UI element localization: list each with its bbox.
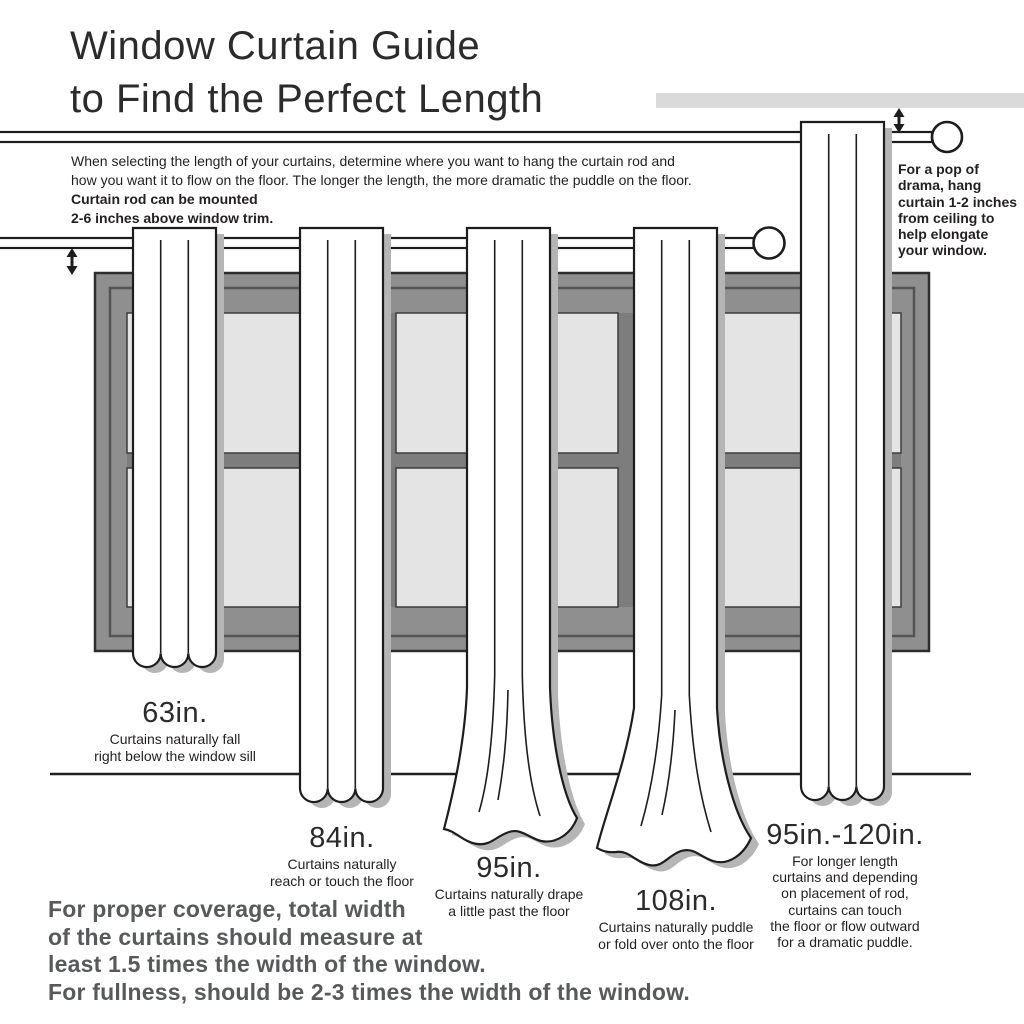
intro-line-1: When selecting the length of your curtains, determine where you want to hang the curtain rod and	[71, 153, 675, 169]
title-line-1: Window Curtain Guide	[70, 24, 481, 68]
coverage-line-2: of the curtains should measure at	[48, 923, 423, 950]
ceiling-bar	[656, 93, 1024, 108]
tip-line-6: your window.	[898, 242, 987, 259]
curtain-size: 63in.	[142, 697, 208, 729]
intro-line-2: how you want it to flow on the floor. The longer the length, the more dramatic the puddle on the floor.	[71, 172, 692, 188]
curtain-panel	[300, 228, 383, 802]
coverage-note	[48, 896, 690, 1006]
rod-note-line-2: 2-6 inches above window trim.	[71, 210, 274, 226]
ceiling-hang-tip	[898, 161, 1024, 259]
coverage-line-4: For fullness, should be 2-3 times the width of the window.	[48, 978, 690, 1005]
curtain-panel	[801, 122, 884, 800]
title-line-2: to Find the Perfect Length	[70, 77, 544, 121]
tip-line-1: For a pop of	[898, 161, 979, 177]
curtain-desc: Curtains naturally drape a little past the floor	[434, 886, 584, 919]
tip-line-3: curtain 1-2 inches	[898, 193, 1018, 210]
curtain-desc: Curtains naturally fall right below the window sill	[94, 731, 256, 764]
rod-finial-standard	[754, 228, 785, 259]
tip-line-5: help elongate	[898, 226, 989, 243]
intro-paragraph	[71, 152, 692, 190]
rod-gap-arrow-icon	[67, 248, 78, 275]
coverage-line-1: For proper coverage, total width	[48, 896, 406, 922]
rod-mount-note	[71, 190, 273, 228]
curtain-size: 108in.	[634, 885, 717, 917]
curtain-size: 95in.-120in.	[766, 819, 924, 851]
tip-line-2: drama, hang	[898, 177, 982, 194]
page-title	[70, 20, 543, 126]
curtain-84in	[300, 228, 391, 808]
curtain-size: 84in.	[309, 822, 375, 854]
curtain-63in	[133, 228, 224, 673]
curtain-desc: Curtains naturally puddle or fold over onto the floor	[598, 919, 754, 952]
rod-note-line-1: Curtain rod can be mounted	[71, 191, 258, 207]
label-63in	[55, 697, 295, 765]
curtain-panel	[133, 228, 216, 667]
coverage-line-3: least 1.5 times the width of the window.	[48, 951, 486, 977]
rod-finial-high	[932, 122, 962, 152]
curtain-size: 95in.	[476, 852, 542, 884]
label-95in-120in	[725, 819, 965, 950]
tip-line-4: from ceiling to	[898, 209, 995, 226]
curtain-desc: For longer length curtains and depending on placement of rod, curtains can touch the floor or flow outward for a dramatic puddle.	[770, 853, 920, 951]
ceiling-gap-arrow-icon	[894, 108, 905, 133]
curtain-desc: Curtains naturally reach or touch the floor	[270, 856, 414, 889]
curtain-95in-120in	[801, 122, 892, 806]
rod-bar-high	[0, 132, 932, 142]
